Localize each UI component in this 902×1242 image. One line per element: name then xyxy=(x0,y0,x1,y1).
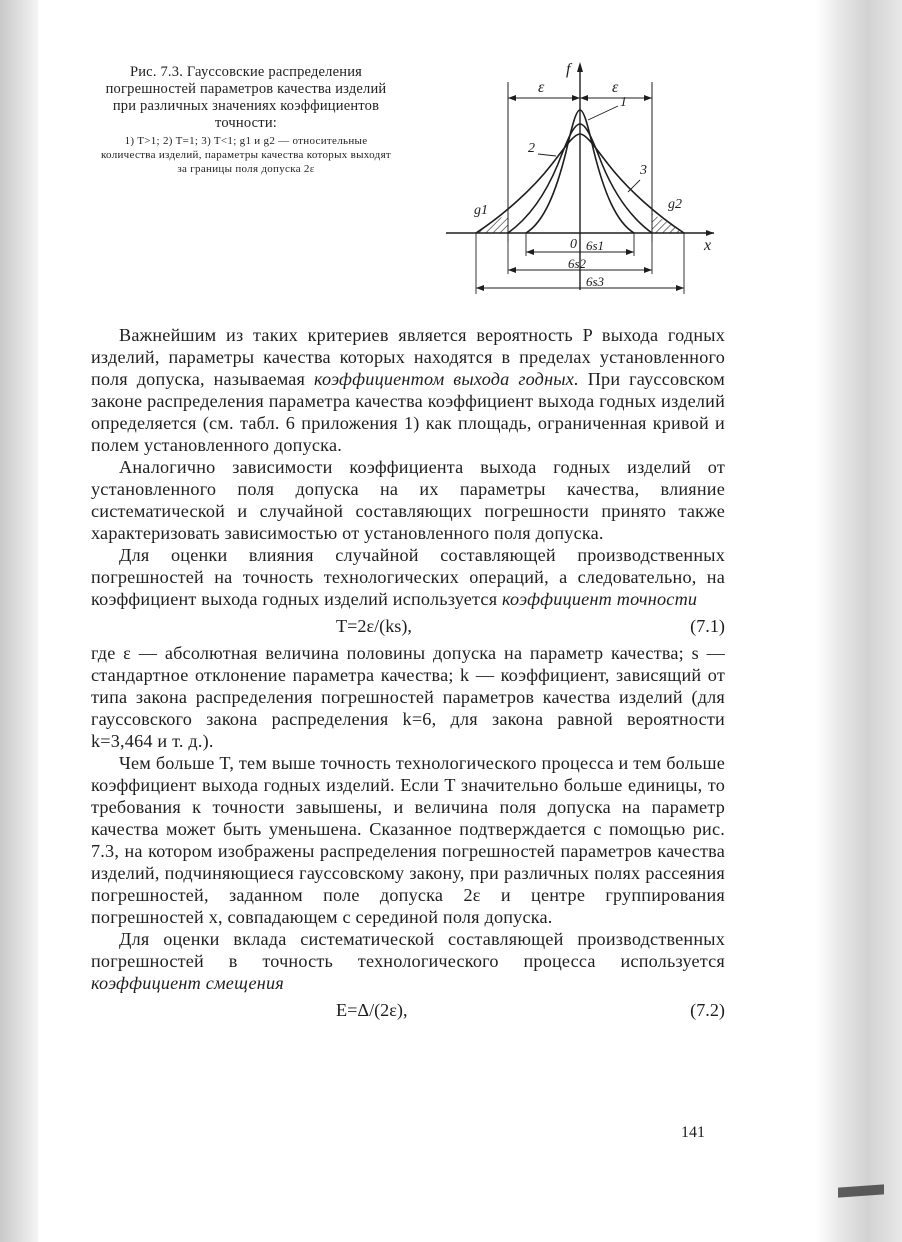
paragraph-4: где ε — абсолютная величина половины допуска на параметр качества; s — стандартное отклонение параметра качества; k — коэффициент, зависящий от типа закона распределения погрешностей параметров качества изделий (для гауссовского закона распределения k=6, для закона равной вероятности k=3,464 и т. д.). xyxy=(91,643,725,751)
eps-arrow-left xyxy=(508,95,516,101)
formula-7-2-number: (7.2) xyxy=(690,1000,725,1020)
page-number: 141 xyxy=(681,1124,705,1141)
s1-arrow-left xyxy=(526,249,534,255)
gaussian-diagram xyxy=(440,52,730,310)
s3-arrow-left xyxy=(476,285,484,291)
origin-label: 0 xyxy=(570,237,577,252)
paragraph-1 xyxy=(91,324,725,456)
paragraph-3 xyxy=(91,544,725,610)
eps-arrow-mid-l xyxy=(572,95,580,101)
curve-1-label: 1 xyxy=(620,95,627,110)
formula-7-2-expression: E=Δ/(2ε), xyxy=(336,1000,408,1020)
paragraph-3-italic-term: коэффициент точности xyxy=(502,589,698,609)
paragraph-6-italic-term: коэффициент смещения xyxy=(91,973,284,993)
paragraph-1-italic-term: коэффициентом выхода годных. xyxy=(314,369,579,389)
scan-shadow-left xyxy=(0,0,38,1242)
formula-7-1-number: (7.1) xyxy=(690,616,725,636)
formula-7-2 xyxy=(91,994,725,1026)
f-axis-arrow xyxy=(577,62,583,72)
formula-7-1 xyxy=(91,610,725,642)
paragraph-2: Аналогично зависимости коэффициента выхода годных изделий от установленного поля допуска на их параметры качества, влияние систематической и случайной составляющих погрешности принято также характеризовать зависимостью от установленного поля допуска. xyxy=(91,457,725,543)
paragraph-6-text: Для оценки вклада систематической составляющей производственных погрешностей в точность технологического процесса используется xyxy=(91,929,725,971)
curve-2-label: 2 xyxy=(528,141,535,156)
gaussian-figure xyxy=(440,52,730,310)
scan-shadow-right xyxy=(816,0,902,1242)
g2-label: g2 xyxy=(668,197,682,212)
f-axis-label: f xyxy=(566,61,571,78)
curve-3-label: 3 xyxy=(640,163,647,178)
leader-1 xyxy=(588,106,618,120)
main-text xyxy=(91,324,725,1026)
figure-caption xyxy=(96,64,396,176)
eps-right-label: ε xyxy=(612,79,619,96)
s1-label: 6s1 xyxy=(586,238,605,253)
paragraph-6 xyxy=(91,928,725,994)
x-axis-arrow xyxy=(706,230,714,236)
s2-arrow-right xyxy=(644,267,652,273)
figure-caption-title: Рис. 7.3. Гауссовские распределения погрешностей параметров качества изделий при различных значениях коэффициентов точности: xyxy=(105,64,387,131)
paragraph-5: Чем больше T, тем выше точность технологического процесса и тем больше коэффициент выхода годных изделий. Если T значительно больше единицы, то требования к точности завышены, и величина поля допуска на параметр качества может быть уменьшена. Сказанное подтверждается с помощью рис. 7.3, на котором изображены распределения погрешностей параметров качества изделий, подчиняющиеся гауссовскому закону, при различных полях рассеяния погрешностей, заданном поле допуска 2ε и центре группирования погрешностей x, совпадающем с серединой поля допуска. xyxy=(91,753,725,927)
paragraph-1-text-b: При гауссовском законе распределения параметра качества коэффициент выхода годных изделий определяется (см. табл. 6 приложения 1) как площадь, ограниченная кривой и полем установленного допуска. xyxy=(91,369,725,455)
paragraph-1-text-a: Важнейшим из таких критериев является вероятность P выхода годных изделий, параметры качества которых находятся в пределах установленного поля допуска, называемая xyxy=(91,325,725,389)
paragraph-3-text: Для оценки влияния случайной составляющей производственных погрешностей на точность технологических операций, а следовательно, на коэффициент выхода годных изделий используется xyxy=(91,545,725,609)
s2-label: 6s2 xyxy=(568,256,587,271)
figure-caption-legend: 1) T>1; 2) T=1; 3) T<1; g1 и g2 — относительные количества изделий, параметры качества которых выходят за границы поля допуска 2ε xyxy=(100,135,392,175)
s2-arrow-left xyxy=(508,267,516,273)
eps-arrow-mid-r xyxy=(580,95,588,101)
eps-arrow-right xyxy=(644,95,652,101)
eps-left-label: ε xyxy=(538,79,545,96)
s1-arrow-right xyxy=(626,249,634,255)
x-axis-label: x xyxy=(704,237,712,254)
leader-2 xyxy=(538,154,556,156)
s3-arrow-right xyxy=(676,285,684,291)
formula-7-1-expression: T=2ε/(ks), xyxy=(336,616,412,636)
g1-label: g1 xyxy=(474,203,488,218)
s3-label: 6s3 xyxy=(586,274,605,289)
leader-3 xyxy=(628,180,640,192)
